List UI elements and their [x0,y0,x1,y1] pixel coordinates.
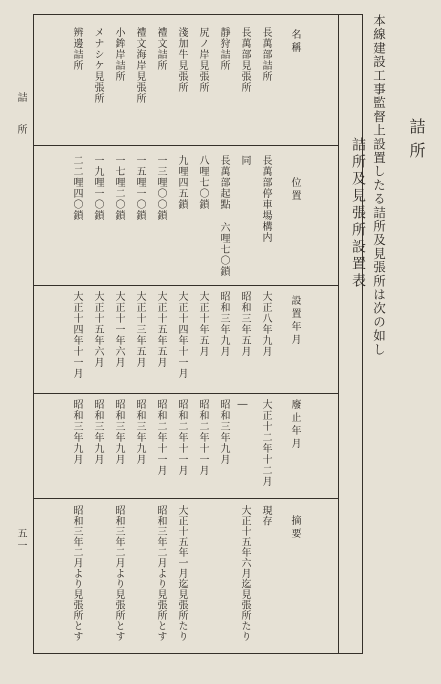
row-2-established: 昭和三年五月 [239,291,250,357]
row-2-name: 長萬部見張所 [239,27,250,93]
row-10-established: 大正十四年十一月 [71,291,82,379]
running-head: 詰所 [15,92,26,156]
row-3-location: 長萬部起點 六哩七〇鎖 [218,155,229,277]
header-name: 名稱 [289,29,300,55]
header-abolished: 廢止年月 [289,399,300,451]
row-3-name: 靜狩詰所 [218,27,229,71]
row-6-name: 禮文詰所 [155,27,166,71]
row-8-abolished: 昭和三年九月 [113,399,124,465]
caption-divider [338,15,339,653]
row-1-established: 大正八年九月 [260,291,271,357]
row-10-location: 二二哩四〇鎖 [71,155,82,221]
row-10-abolished: 昭和三年九月 [71,399,82,465]
row-divider [34,498,338,499]
row-9-location: 一九哩一〇鎖 [92,155,103,221]
row-8-remarks: 昭和三年二月より見張所とす [113,505,124,642]
row-7-established: 大正十三年五月 [134,291,145,368]
header-location: 位置 [289,177,300,203]
row-3-abolished: 昭和三年九月 [218,399,229,465]
row-9-abolished: 昭和三年九月 [92,399,103,465]
intro-sentence: 本線建設工事監督上設置したる詰所及見張所は次の如し [371,14,387,357]
row-6-location: 一三哩〇〇鎖 [155,155,166,221]
row-6-remarks: 昭和三年二月より見張所とす [155,505,166,642]
row-divider [34,145,338,146]
row-1-name: 長萬部詰所 [260,27,271,82]
row-7-abolished: 昭和三年九月 [134,399,145,465]
row-7-location: 一五哩一〇鎖 [134,155,145,221]
row-5-remarks: 大正十五年一月迄見張所たり [176,505,187,642]
row-8-name: 小鉾岸詰所 [113,27,124,82]
row-5-name: 淺加牛見張所 [176,27,187,93]
row-2-remarks: 大正十五年六月迄見張所たり [239,505,250,642]
table-title: 詰所及見張所設置表 [350,137,366,290]
row-1-remarks: 現存 [260,505,271,526]
row-4-established: 大正十年五月 [197,291,208,357]
row-5-location: 九哩四五鎖 [176,155,187,210]
row-1-location: 長萬部停車場構内 [260,155,271,243]
row-4-abolished: 昭和二年十一月 [197,399,208,476]
page-heading: 詰所 [407,118,426,166]
header-remarks: 摘要 [289,515,300,541]
row-5-abolished: 昭和二年十一月 [176,399,187,476]
row-10-remarks: 昭和三年二月より見張所とす [71,505,82,642]
table-grid [34,15,338,653]
row-2-abolished: ― [237,399,248,411]
row-7-name: 禮文海岸見張所 [134,27,145,104]
row-8-location: 一七哩二〇鎖 [113,155,124,221]
row-6-established: 大正十五年五月 [155,291,166,368]
row-4-location: 八哩七〇鎖 [197,155,208,210]
row-2-location: 同 [239,155,250,166]
row-6-abolished: 昭和二年十一月 [155,399,166,476]
row-10-name: 辨邊詰所 [71,27,82,71]
row-1-abolished: 大正十二年十二月 [260,399,271,487]
row-divider [34,393,338,394]
row-divider [34,285,338,286]
row-8-established: 大正十一年六月 [113,291,124,368]
establishment-table [33,14,366,654]
row-3-established: 昭和三年九月 [218,291,229,357]
header-established: 設置年月 [289,295,300,347]
row-4-name: 尻ノ岸見張所 [197,27,208,93]
row-9-name: メナシケ見張所 [92,27,103,104]
row-5-established: 大正十四年十一月 [176,291,187,379]
page-number: 五一 [15,528,26,552]
row-9-established: 大正十五年六月 [92,291,103,368]
